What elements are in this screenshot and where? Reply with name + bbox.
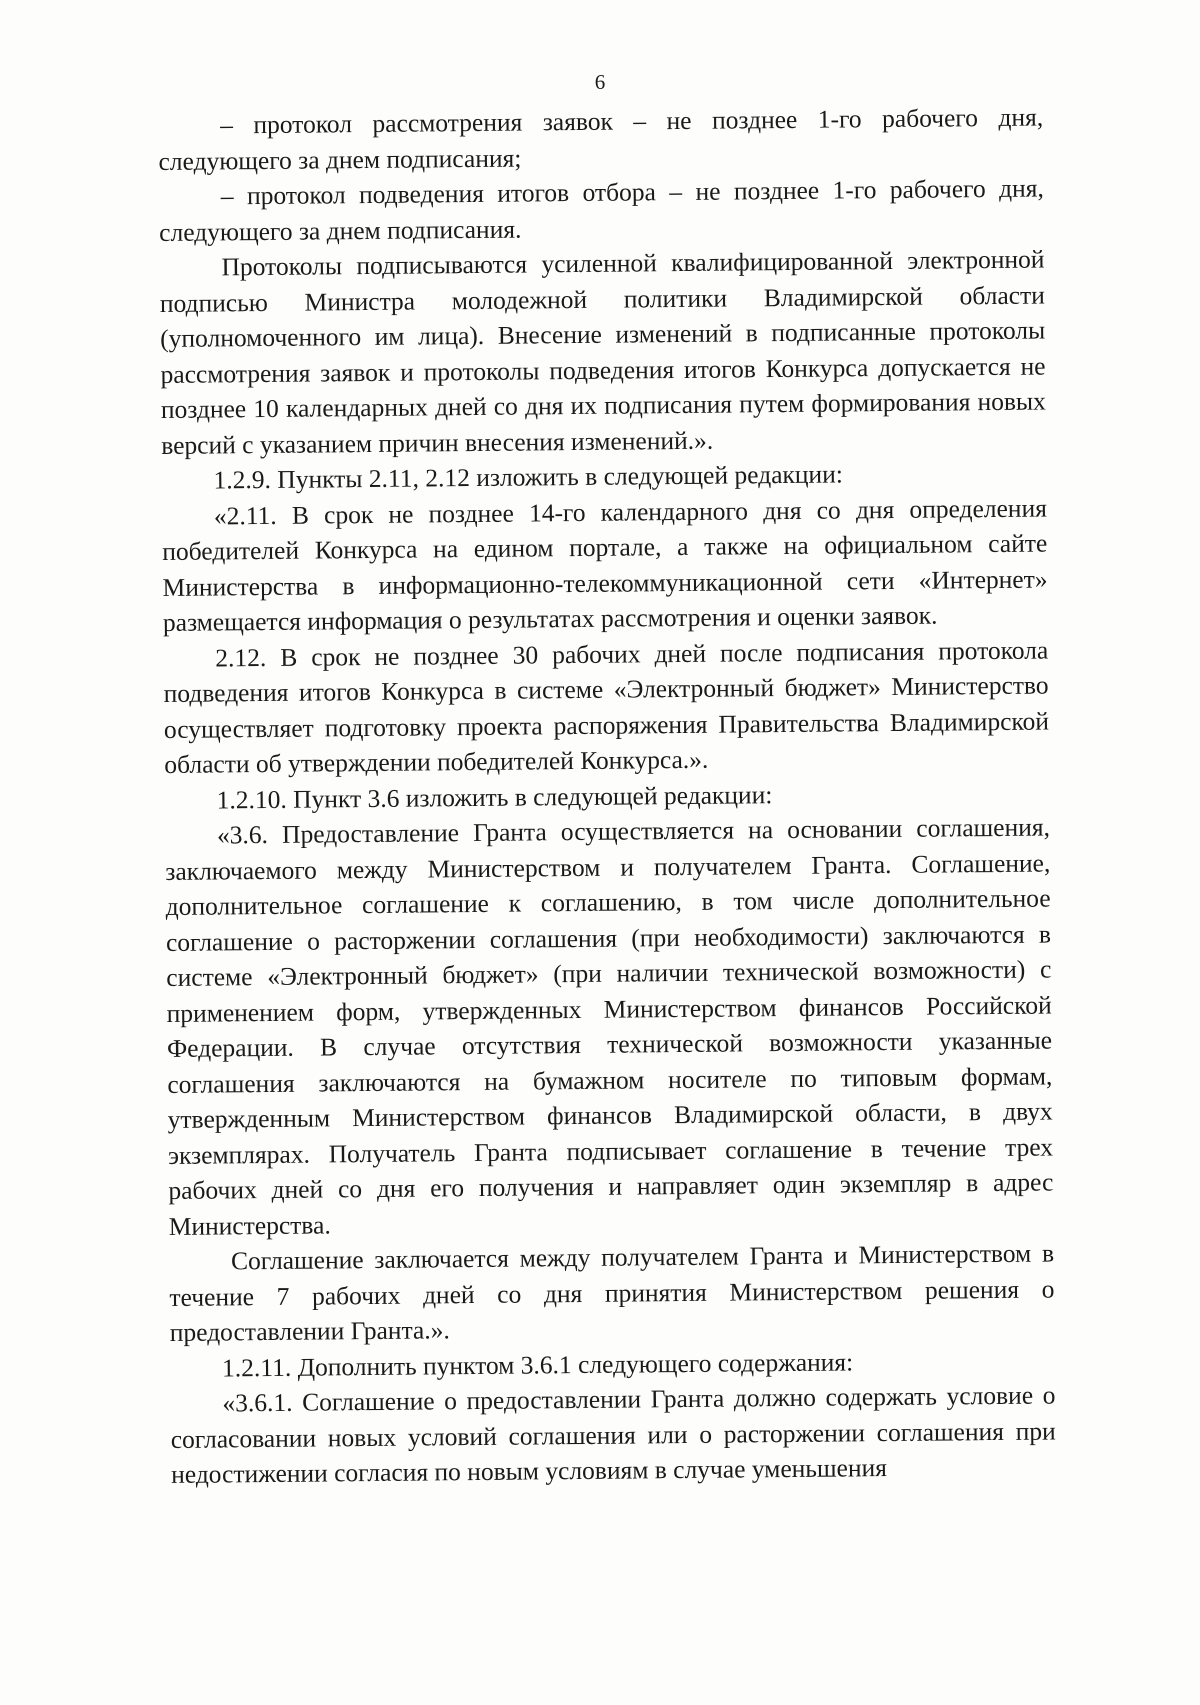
paragraph-1-2-9: 1.2.9. Пункты 2.11, 2.12 изложить в следующей редакции: — [213, 459, 843, 495]
paragraph-protocol-results: – протокол подведения итогов отбора – не позднее 1-го рабочего дня, следующего за днем подписания. — [159, 173, 1044, 247]
paragraph-1-2-11: 1.2.11. Дополнить пунктом 3.6.1 следующего содержания: — [221, 1346, 854, 1382]
paragraph-3-6-1: «3.6.1. Соглашение о предоставлении Гранта должно содержать условие о согласовании новых условий соглашения или о расторжении соглашения при недостижении согласия по новым условиям в случае уменьшения — [170, 1380, 1056, 1489]
paragraph-2-11: «2.11. В срок не позднее 14-го календарного дня со дня определения победителей Конкурса на едином портале, а также на официальном сайте Министерства в информационно-телекоммуникационной сети «Интернет» размещается информация о результатах рассмотрения и оценки заявок. — [162, 492, 1048, 637]
paragraph-agreement-term: Соглашение заключается между получателем Гранта и Министерством в течение 7 рабочих дней со дня принятия Министерством решения о предоставлении Гранта.». — [169, 1238, 1055, 1347]
document-body — [158, 100, 1056, 1493]
paragraph-1-2-10: 1.2.10. Пункт 3.6 изложить в следующей редакции: — [216, 779, 773, 814]
paragraph-protocol-review: – протокол рассмотрения заявок – не позднее 1-го рабочего дня, следующего за днем подписания; — [158, 102, 1044, 176]
paragraph-3-6: «3.6. Предоставление Гранта осуществляется на основании соглашения, заключаемого между Министерством и получателем Гранта. Соглашение, дополнительное соглашение к соглашению, в том числе дополнительное соглашение о расторжении соглашения (при необходимости) заключаются в системе «Электронный бюджет» (при наличии технической возможности) с применением форм, утвержденных Министерством финансов Российской Федерации. В случае отсутствия технической возможности указанные соглашения заключаются на бумажном носителе по типовым формам, утвержденным Министерством финансов Владимирской области, в двух экземплярах. Получатель Гранта подписывает соглашение в течение трех рабочих дней со дня его получения и направляет один экземпляр в адрес Министерства. — [165, 812, 1054, 1241]
paragraph-2-12: 2.12. В срок не позднее 30 рабочих дней после подписания протокола подведения итогов Конкурса в системе «Электронный бюджет» Министерство осуществляет подготовку проекта распоряжения Правительства Владимирской области об утверждении победителей Конкурса.». — [163, 634, 1050, 779]
page-number: 6 — [594, 70, 606, 94]
paragraph-protocols-signing: Протоколы подписываются усиленной квалифицированной электронной подписью Министра молодежной политики Владимирской области (уполномоченного им лица). Внесение изменений в подписанные протоколы рассмотрения заявок и протоколы подведения итогов Конкурса допускается не позднее 10 календарных дней со дня их подписания путем формирования новых версий с указанием причин внесения изменений.». — [159, 244, 1046, 460]
